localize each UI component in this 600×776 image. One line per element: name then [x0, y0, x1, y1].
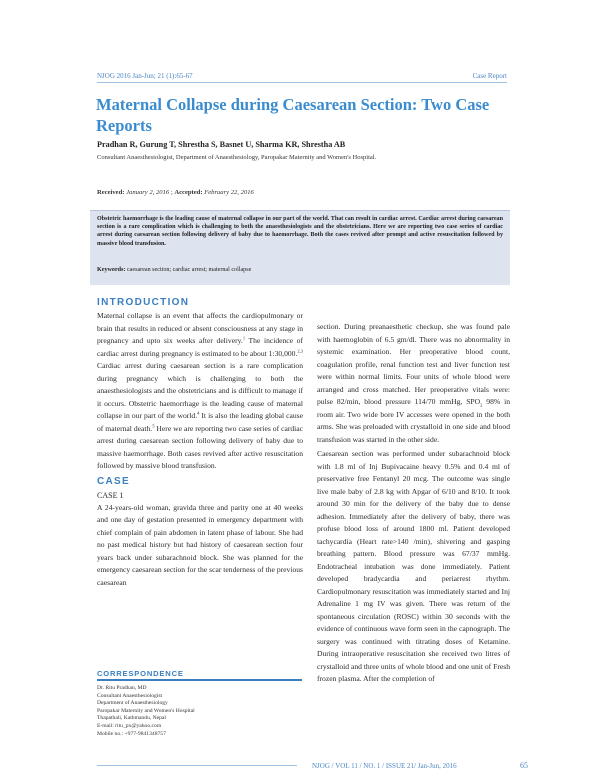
keywords-text: caesarean section; cardiac arrest; maternal collapse: [126, 267, 252, 273]
case-1-subheading: CASE 1: [97, 490, 124, 500]
case-text-2: 98% in room air. Two wide bore IV accesses were opened in the both arms. She was preloaded with crystalloid in one side and blood transfusion was started in the other side.: [317, 397, 511, 444]
citation-ref: 1: [242, 335, 246, 341]
case-1-paragraph: A 24-years-old woman, gravida three and parity one at 40 weeks and one day of gestation presented in emergency department with chief complain of pain abdomen in latent phase of labour. She had no past medical history but had history of caesarean section four years back under subarachnoid block. She was planned for the emergency caesarean section for the scar tenderness of the previous caesarean: [97, 502, 303, 587]
keywords-label: Keywords:: [97, 267, 126, 273]
footer-rule: [97, 765, 297, 766]
article-title: Maternal Collapse during Caesarean Section: Two Case Reports: [96, 95, 490, 135]
accepted-label: Accepted:: [174, 189, 203, 196]
citation-ref: 4: [197, 410, 200, 416]
intro-text-5: Here we are reporting two case series of cardiac arrest during caesarean section following delivery of baby due to massive haemorrhage. Both cases revived after active resuscitation followed by massive blood transfusion.: [97, 423, 303, 470]
article-dates: [97, 189, 254, 196]
right-column: [317, 321, 510, 688]
correspondence-title: Consultant Anaesthesiologist: [97, 692, 163, 699]
running-head: [97, 72, 507, 83]
page-number: 65: [520, 761, 528, 770]
correspondence-department: Department of Anaesthesiology: [97, 700, 168, 707]
abstract-box: [90, 210, 510, 285]
introduction-heading: INTRODUCTION: [97, 297, 190, 308]
abstract-text: Obstetric haemorrhage is the leading cause of maternal collapse in our part of the world. That can result in cardiac arrest. Cardiac arrest during caesarean section is a rare complication which is challenging to both the anaesthesiologists and the obstetricians. Here we are reporting two case series of cardiac arrest during caesarean section following delivery of baby due to haemorrhage. Both the cases revived after prompt and active resuscitation followed by massive blood transfusion.: [97, 216, 503, 247]
date-separator: ;: [170, 189, 173, 196]
correspondence-box: [97, 668, 297, 738]
spo2-subscript: 2: [480, 402, 483, 408]
correspondence-heading: CORRESPONDENCE: [97, 669, 184, 678]
affiliation: Consultant Anaesthesiologist, Department of Anaesthesiology, Paropakar Maternity and Women's Hospital.: [97, 154, 377, 161]
case-1-continued: [317, 321, 510, 446]
case-1-surgery-paragraph: Caesarean section was performed under subarachnoid block with 1.8 ml of Inj Bupivacaine heavy 0.5% and 0.4 ml of preservative free Fentanyl 20 mcg. The outcome was single live male baby of 2.8 kg with Apgar of 6/10 and 8/10. It took around 30 min for the delivery of the baby due to dense adhesion. Immediately after the delivery of baby, there was profuse blood loss of around 1800 ml. Patient developed tachycardia (Heart rate>140 /min), shivering and gasping breathing pattern. Blood pressure was 67/37 mmHg. Endotracheal intubation was done immediately. Patient developed bradycardia and periarrest rhythm. Cardiopulmonary resuscitation was immediately started and Inj Adrenaline 1 mg IV was given. There was return of the spontaneous circulation (ROSC) within 30 seconds with the evidence of continuous wave form seen in the capnograph. The surgery was continued with titrating doses of Ketamine. During intraoperative resuscitation she received two litres of crystalloid and three units of whole blood and one unit of Fresh frozen plasma. After the completion of: [317, 449, 510, 683]
left-column: [97, 296, 303, 591]
page-footer: [0, 760, 600, 776]
received-label: Received:: [97, 189, 125, 196]
citation-ref: 2,3: [297, 347, 303, 353]
intro-text-2: The incidence of cardiac arrest during pregnancy is estimated to be about 1:30,000.: [97, 336, 303, 358]
correspondence-name: Dr. Ritu Pradhan, MD: [97, 685, 147, 691]
footer-journal: NJOG / VOL 11 / NO. 1 / ISSUE 21/ Jan-Jun, 2016: [312, 762, 457, 770]
accepted-date: February 22, 2016: [204, 189, 254, 196]
correspondence-divider: [97, 679, 302, 681]
author-list: Pradhan R, Gurung T, Shrestha S, Basnet U, Sharma KR, Shrestha AB: [97, 140, 346, 149]
intro-text-3: Cardiac arrest during caesarean section is a rare complication during pregnancy which is challenging to both the anaesthesiologists and the obstetricians and is difficult to manage if it occurs. Obstetric haemorrhage is the leading cause of maternal collapse in our part of the world.: [97, 361, 303, 420]
correspondence-hospital: Paropakar Maternity and Women's Hospital: [97, 707, 195, 714]
intro-text-4: It is also the leading global cause of maternal death.: [97, 411, 303, 433]
article-type: Case Report: [472, 72, 507, 80]
received-date: January 2, 2016: [126, 189, 170, 196]
introduction-paragraph: [97, 310, 303, 473]
keywords: [97, 267, 507, 273]
citation-ref: 5: [152, 422, 155, 428]
intro-text-1: Maternal collapse is an event that affects the cardiopulmonary or brain that results in reduced or absent consciousness at any stage in pregnancy and upto six weeks after delivery.: [97, 311, 303, 345]
correspondence-address: Thapathali, Kathmandu, Nepal: [97, 715, 166, 722]
case-text-1: section. During preanaesthetic checkup, she was found pale with haemoglobin of 6.5 gm/dl. There was no abnormality in systemic examination. Her preoperative blood count, coagulation profile, renal function test and liver function test were within normal limits. Four units of whole blood were arranged and cross matched. Her preoperative vitals were: pulse 82/min, blood pressure 114/70 mmHg, SPO: [317, 322, 510, 406]
journal-citation: NJOG 2016 Jan-Jun; 21 (1):65-67: [97, 72, 193, 80]
case-heading: CASE: [97, 475, 130, 487]
correspondence-email[interactable]: E-mail: ritu_px@yahoo.com: [97, 722, 162, 729]
correspondence-mobile: Mobile no.: +977-9841348757: [97, 730, 166, 737]
